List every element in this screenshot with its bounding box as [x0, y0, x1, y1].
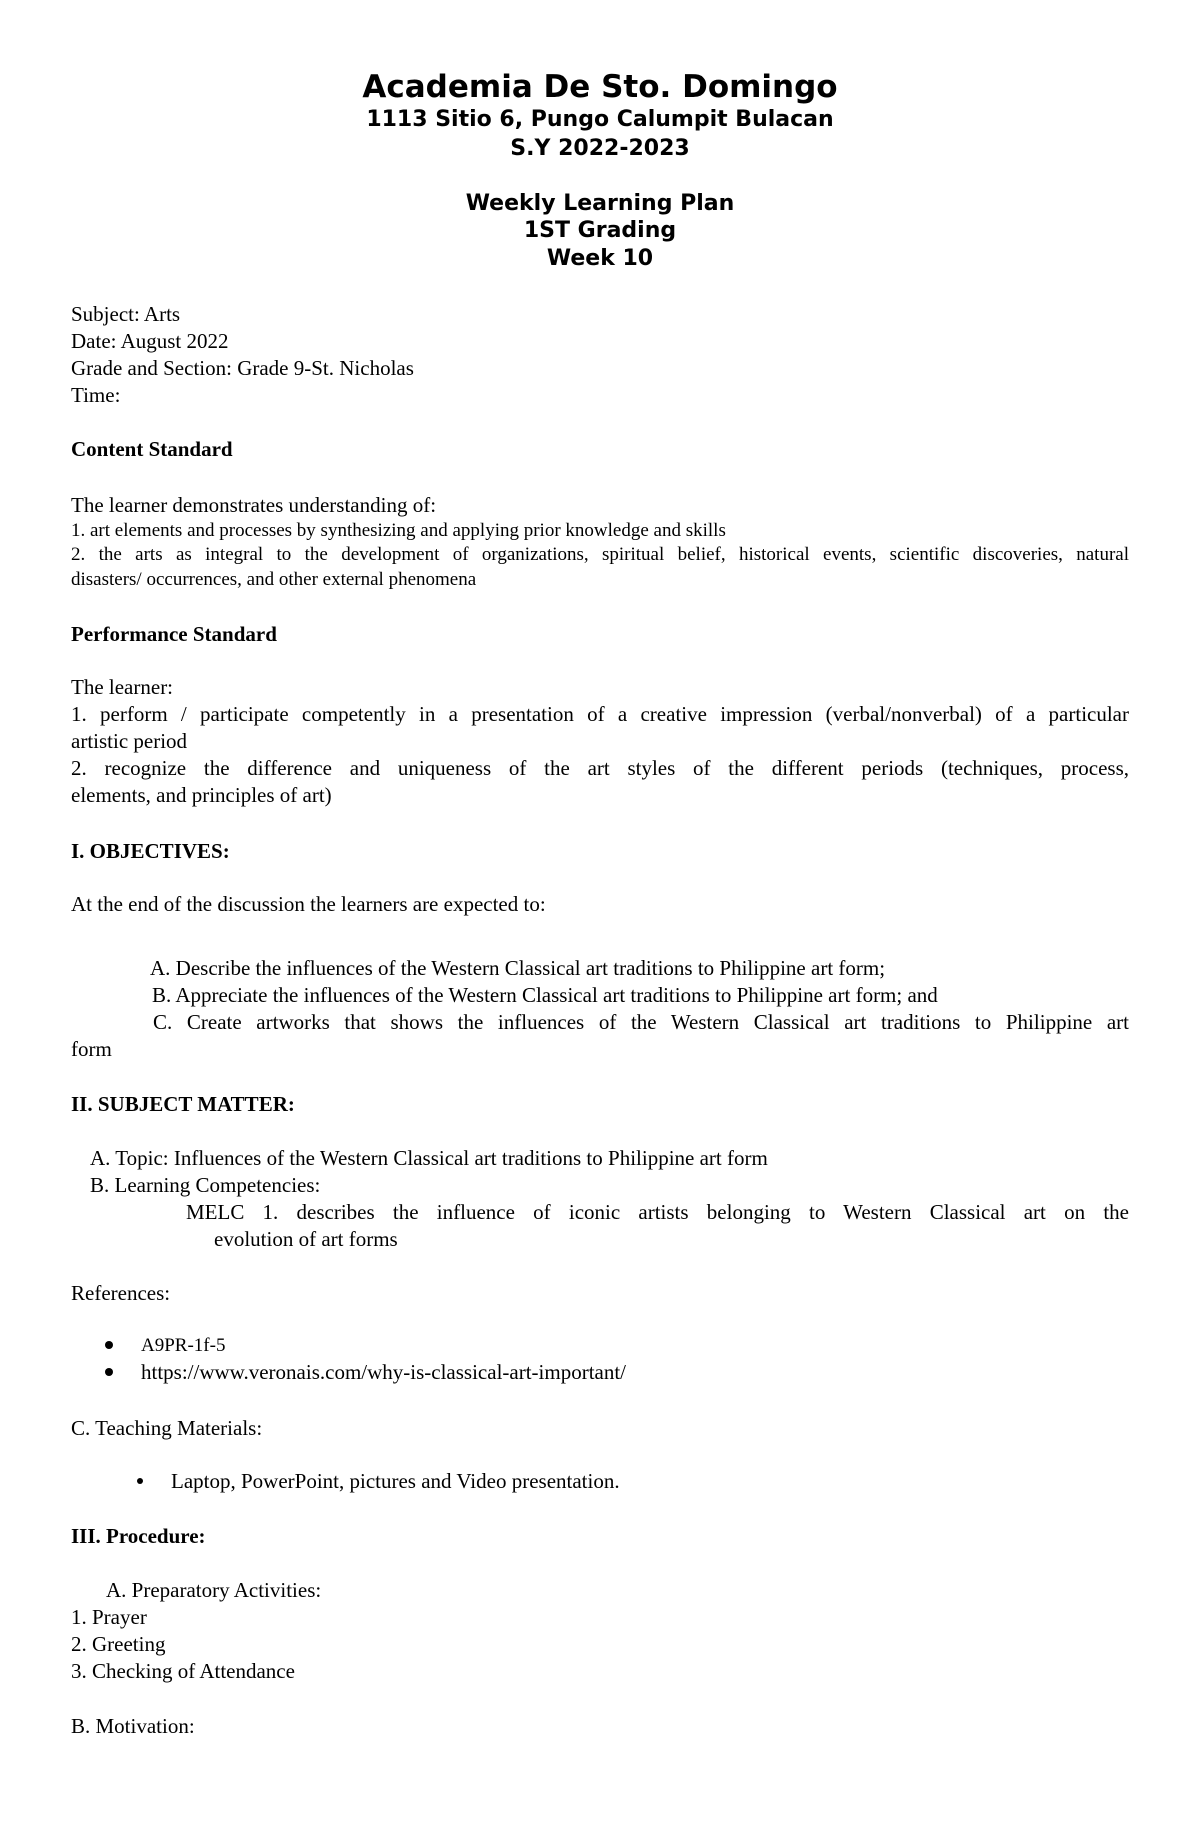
melc-line-cont: evolution of art forms [214, 1227, 398, 1251]
materials-item: Laptop, PowerPoint, pictures and Video presentation. [171, 1469, 620, 1493]
week-label: Week 10 [546, 246, 654, 271]
competencies-line: B. Learning Competencies: [90, 1173, 321, 1197]
performance-standard-item-1-cont: artistic period [71, 729, 188, 753]
motivation-label: B. Motivation: [71, 1714, 195, 1738]
content-standard-item-2: 2. the arts as integral to the development of organizations, spiritual belief, historical events, scientific discoveries, natural [71, 544, 1129, 565]
objective-a: A. Describe the influences of the Western Classical art traditions to Philippine art form; [150, 956, 886, 980]
performance-standard-intro: The learner: [71, 675, 174, 699]
objective-c: C. Create artworks that shows the influences of the Western Classical art traditions to Philippine art [153, 1010, 1129, 1034]
melc-line: MELC 1. describes the influence of iconic artists belonging to Western Classical art on the [186, 1200, 1129, 1224]
reference-item: A9PR-1f-5 [141, 1335, 226, 1356]
bullet-icon [137, 1478, 143, 1484]
performance-standard-item-1: 1. perform / participate competently in a presentation of a creative impression (verbal/nonverbal) of a particular [71, 702, 1129, 726]
procedure-heading: III. Procedure: [71, 1524, 206, 1548]
school-address: 1113 Sitio 6, Pungo Calumpit Bulacan [366, 107, 834, 132]
performance-standard-heading: Performance Standard [71, 622, 277, 646]
performance-standard-item-2-cont: elements, and principles of art) [71, 783, 332, 807]
plan-title: Weekly Learning Plan [465, 191, 735, 216]
references-label: References: [71, 1281, 171, 1305]
bullet-icon [105, 1341, 113, 1349]
grading-period: 1ST Grading [523, 218, 677, 243]
materials-label: C. Teaching Materials: [71, 1416, 263, 1440]
objective-b: B. Appreciate the influences of the Western Classical art traditions to Philippine art form; and [152, 983, 938, 1007]
topic-line: A. Topic: Influences of the Western Classical art traditions to Philippine art form [90, 1146, 768, 1170]
objectives-intro: At the end of the discussion the learners are expected to: [71, 892, 546, 916]
reference-link[interactable]: https://www.veronais.com/why-is-classical-art-important/ [141, 1360, 627, 1384]
grade-section-line: Grade and Section: Grade 9-St. Nicholas [71, 356, 414, 380]
performance-standard-item-2: 2. recognize the difference and uniqueness of the art styles of the different periods (techniques, process, [71, 756, 1129, 780]
date-line: Date: August 2022 [71, 329, 229, 353]
content-standard-item-1: 1. art elements and processes by synthesizing and applying prior knowledge and skills [71, 520, 726, 541]
preparatory-activities: A. Preparatory Activities: [106, 1578, 322, 1602]
objective-c-cont: form [71, 1037, 112, 1061]
bullet-icon [105, 1368, 113, 1376]
content-standard-item-2-cont: disasters/ occurrences, and other external phenomena [71, 569, 477, 590]
procedure-step: 3. Checking of Attendance [71, 1659, 295, 1683]
objectives-heading: I. OBJECTIVES: [71, 839, 230, 863]
time-line: Time: [71, 383, 121, 407]
school-name: Academia De Sto. Domingo [362, 69, 838, 105]
content-standard-heading: Content Standard [71, 437, 233, 461]
subject-line: Subject: Arts [71, 302, 181, 326]
content-standard-intro: The learner demonstrates understanding of: [71, 493, 437, 517]
subject-matter-heading: II. SUBJECT MATTER: [71, 1092, 295, 1116]
procedure-step: 2. Greeting [71, 1632, 166, 1656]
school-year: S.Y 2022-2023 [510, 136, 690, 161]
procedure-step: 1. Prayer [71, 1605, 147, 1629]
